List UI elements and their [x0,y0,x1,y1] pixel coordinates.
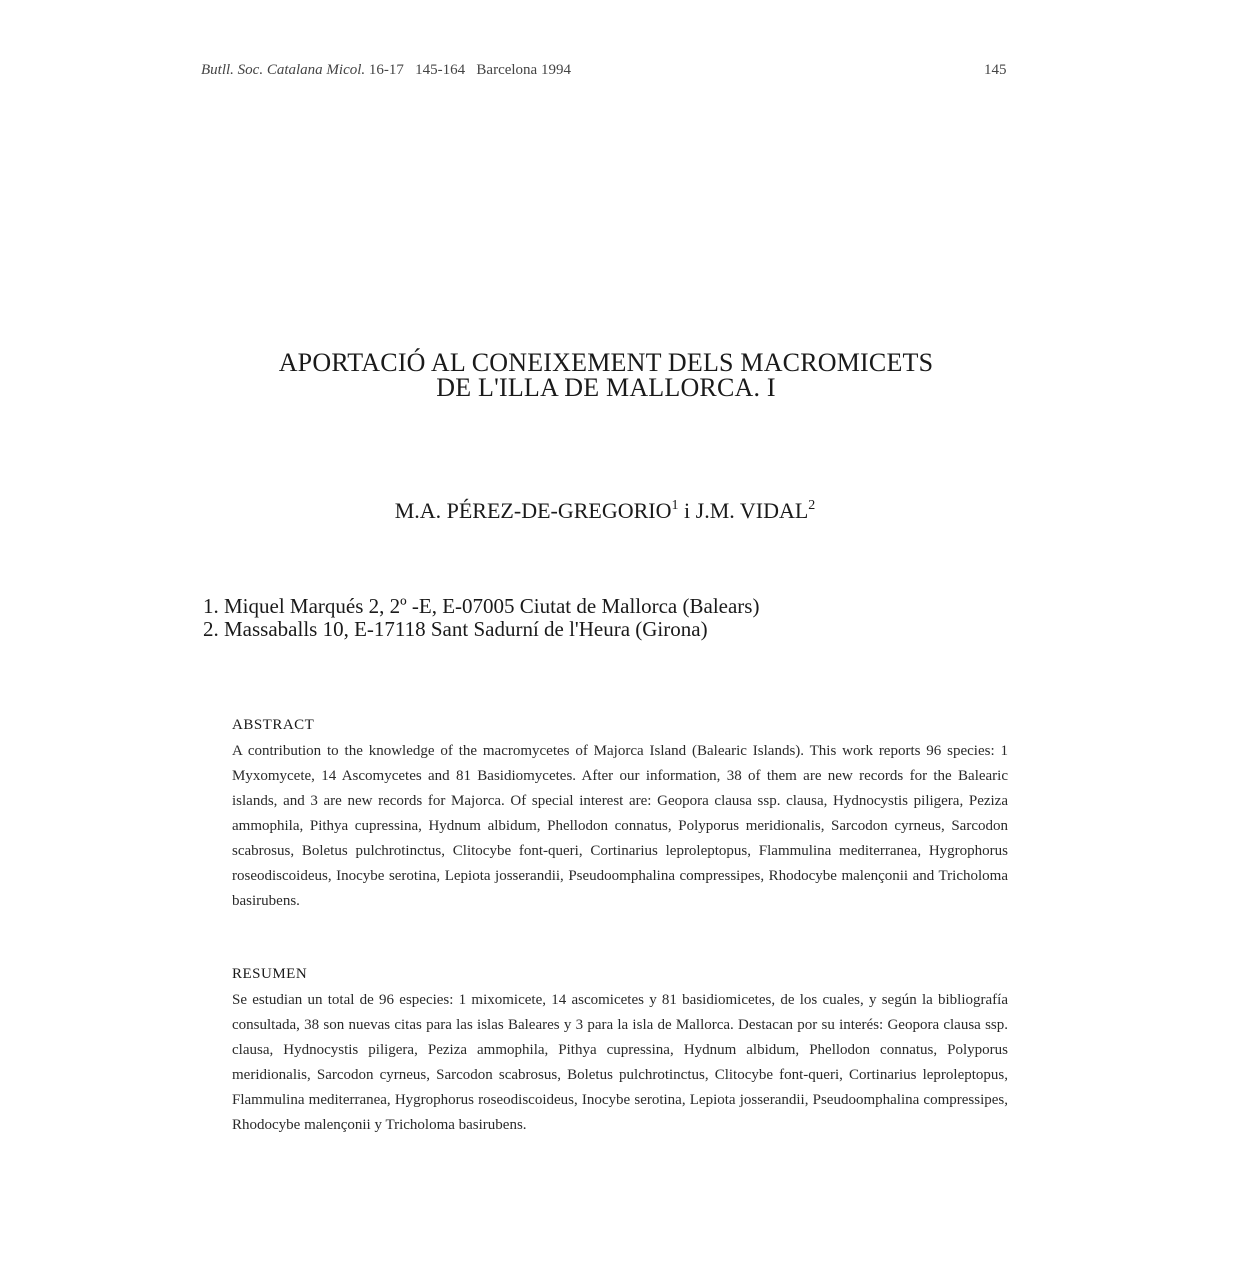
paper-title [200,350,1012,400]
title-line-1: APORTACIÓ AL CONEIXEMENT DELS MACROMICETS [278,348,934,377]
journal-place-year: Barcelona 1994 [476,62,571,78]
abstract-text: A contribution to the knowledge of the macromycetes of Majorca Island (Balearic Islands). This work reports 96 species: 1 Myxomycete, 14 Ascomycetes and 81 Basidiomycetes. After our information, 38 of them are new records for the Balearic islands, and 3 are new records for Majorca. Of special interest are: Geopora clausa ssp. clausa, Hydnocystis piligera, Peziza ammophila, Pithya cupressina, Hydnum albidum, Phellodon connatus, Polyporus meridionalis, Sarcodon cyrneus, Sarcodon scabrosus, Boletus pulchrotinctus, Clitocybe font-queri, Cortinarius leproleptopus, Flammulina mediterranea, Hygrophorus roseodiscoideus, Inocybe serotina, Lepiota josserandii, Pseudoomphalina compressipes, Rhodocybe malençonii and Tricholoma basirubens. [232,743,1008,909]
author-conjunction: i [684,498,691,523]
affiliation-2: 2. Massaballs 10, E-17118 Sant Sadurní de l'Heura (Girona) [203,617,708,641]
resumen-text: Se estudian un total de 96 especies: 1 mixomicete, 14 ascomicetes y 81 basidiomicetes, de los cuales, y según la bibliografía consultada, 38 son nuevas citas para las islas Baleares y 3 para la isla de Mallorca. Destacan por su interés: Geopora clausa ssp. clausa, Hydnocystis piligera, Peziza ammophila, Pithya cupressina, Hydnum albidum, Phellodon connatus, Polyporus meridionalis, Sarcodon cyrneus, Sarcodon scabrosus, Boletus pulchrotinctus, Clitocybe font-queri, Cortinarius leproleptopus, Flammulina mediterranea, Hygrophorus roseodiscoideus, Inocybe serotina, Lepiota josserandii, Pseudoomphalina compressipes, Rhodocybe malençonii y Tricholoma basirubens. [232,992,1008,1133]
author-1: M.A. PÉREZ-DE-GREGORIO [394,498,672,523]
author-line [200,498,1010,524]
author-2-affil-mark: 2 [808,498,816,513]
journal-pages: 145-164 [415,62,466,78]
journal-volume: 16-17 [368,62,404,78]
journal-name: Butll. Soc. Catalana Micol. [201,62,366,78]
abstract-heading: ABSTRACT [232,717,315,733]
resumen-heading: RESUMEN [232,966,308,982]
author-1-affil-mark: 1 [671,498,679,513]
running-header [201,62,571,79]
page-number: 145 [984,62,1007,78]
author-2: J.M. VIDAL [695,498,809,523]
title-line-2: DE L'ILLA DE MALLORCA. I [436,373,776,402]
affiliation-1: 1. Miquel Marqués 2, 2º -E, E-07005 Ciutat de Mallorca (Balears) [203,594,760,618]
